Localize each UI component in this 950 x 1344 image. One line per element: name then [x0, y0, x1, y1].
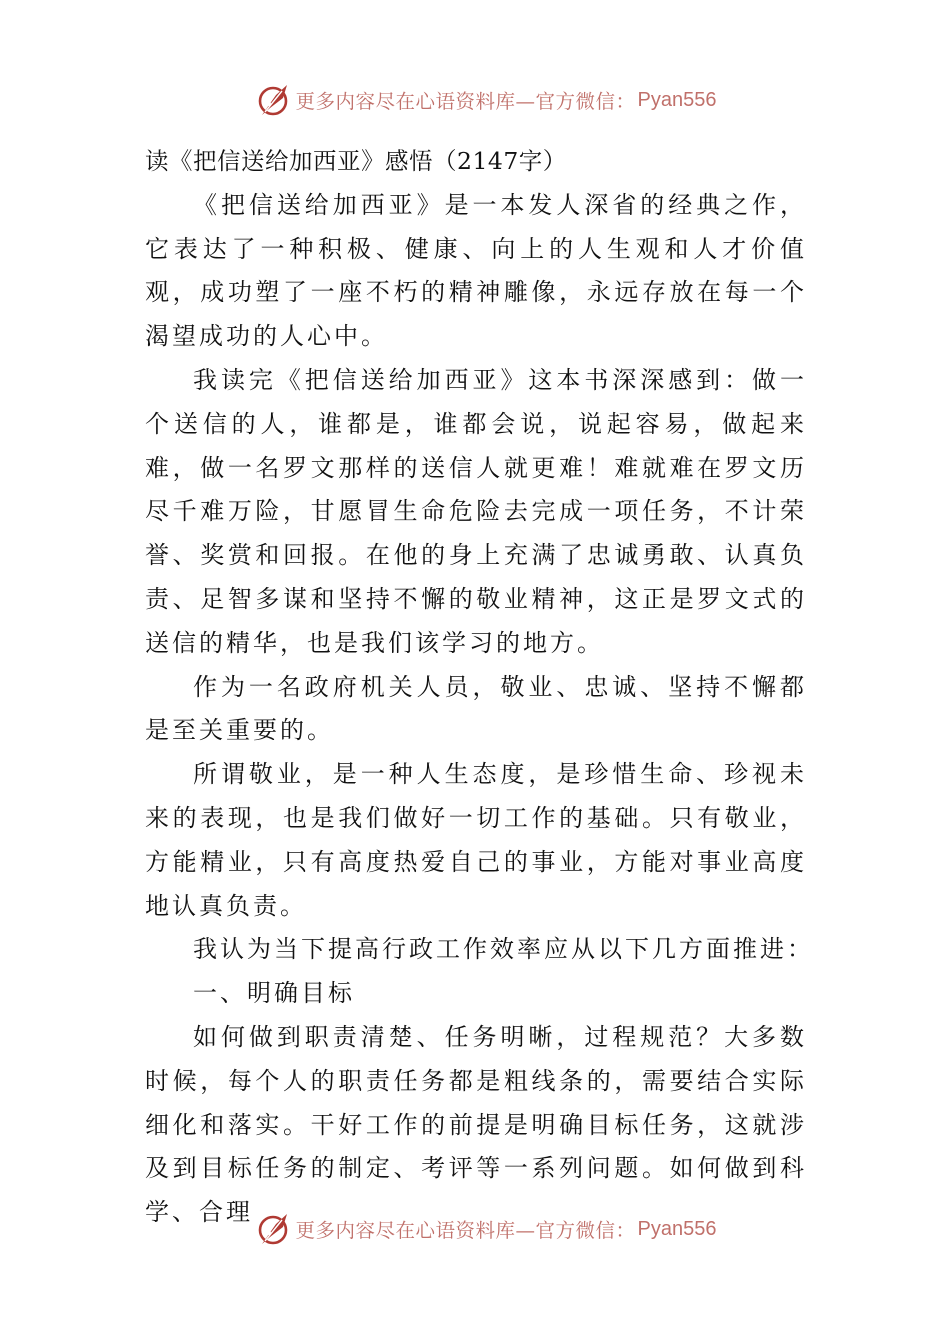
paragraph-3: 作为一名政府机关人员，敬业、忠诚、坚持不懈都是至关重要的。	[145, 672, 807, 745]
quill-pen-circle-icon	[256, 1211, 292, 1247]
banner-text: 更多内容尽在心语资料库—官方微信：	[295, 90, 636, 113]
banner-text: 更多内容尽在心语资料库—官方微信：	[295, 1219, 636, 1242]
banner-wechat-id: Pyan556	[637, 88, 717, 111]
section-paragraph: 如何做到职责清楚、任务明晰，过程规范？大多数时候，每个人的职责任务都是粗线条的，需要结合实际细化和落实。干好工作的前提是明确目标任务，这就涉及到目标任务的制定、考评等一系列问题。如何做到科学、合理	[145, 1022, 807, 1227]
section-heading: 一、明确目标	[193, 979, 355, 1008]
banner-content	[256, 82, 717, 118]
banner-wechat-id: Pyan556	[637, 1217, 717, 1240]
banner-content	[256, 1211, 717, 1247]
header-banner	[0, 80, 950, 120]
document-body	[145, 140, 814, 1235]
paragraph-2: 我读完《把信送给加西亚》这本书深深感到：做一个送信的人，谁都是，谁都会说，说起容易，做起来难，做一名罗文那样的送信人就更难！难就难在罗文历尽千难万险，甘愿冒生命危险去完成一项任务，不计荣誉、奖赏和回报。在他的身上充满了忠诚勇敢、认真负责、足智多谋和坚持不懈的敬业精神，这正是罗文式的送信的精华，也是我们该学习的地方。	[145, 365, 807, 657]
intro-line: 我认为当下提高行政工作效率应从以下几方面推进：	[193, 935, 814, 964]
footer-banner	[0, 1209, 950, 1249]
document-title: 读《把信送给加西亚》感悟（2147字）	[145, 147, 567, 175]
quill-pen-circle-icon	[256, 82, 292, 118]
paragraph-1: 《把信送给加西亚》是一本发人深省的经典之作，它表达了一种积极、健康、向上的人生观和人才价值观，成功塑了一座不朽的精神雕像，永远存放在每一个渴望成功的人心中。	[145, 190, 807, 351]
paragraph-4: 所谓敬业，是一种人生态度，是珍惜生命、珍视未来的表现，也是我们做好一切工作的基础。只有敬业，方能精业，只有高度热爱自己的事业，方能对事业高度地认真负责。	[145, 760, 807, 920]
